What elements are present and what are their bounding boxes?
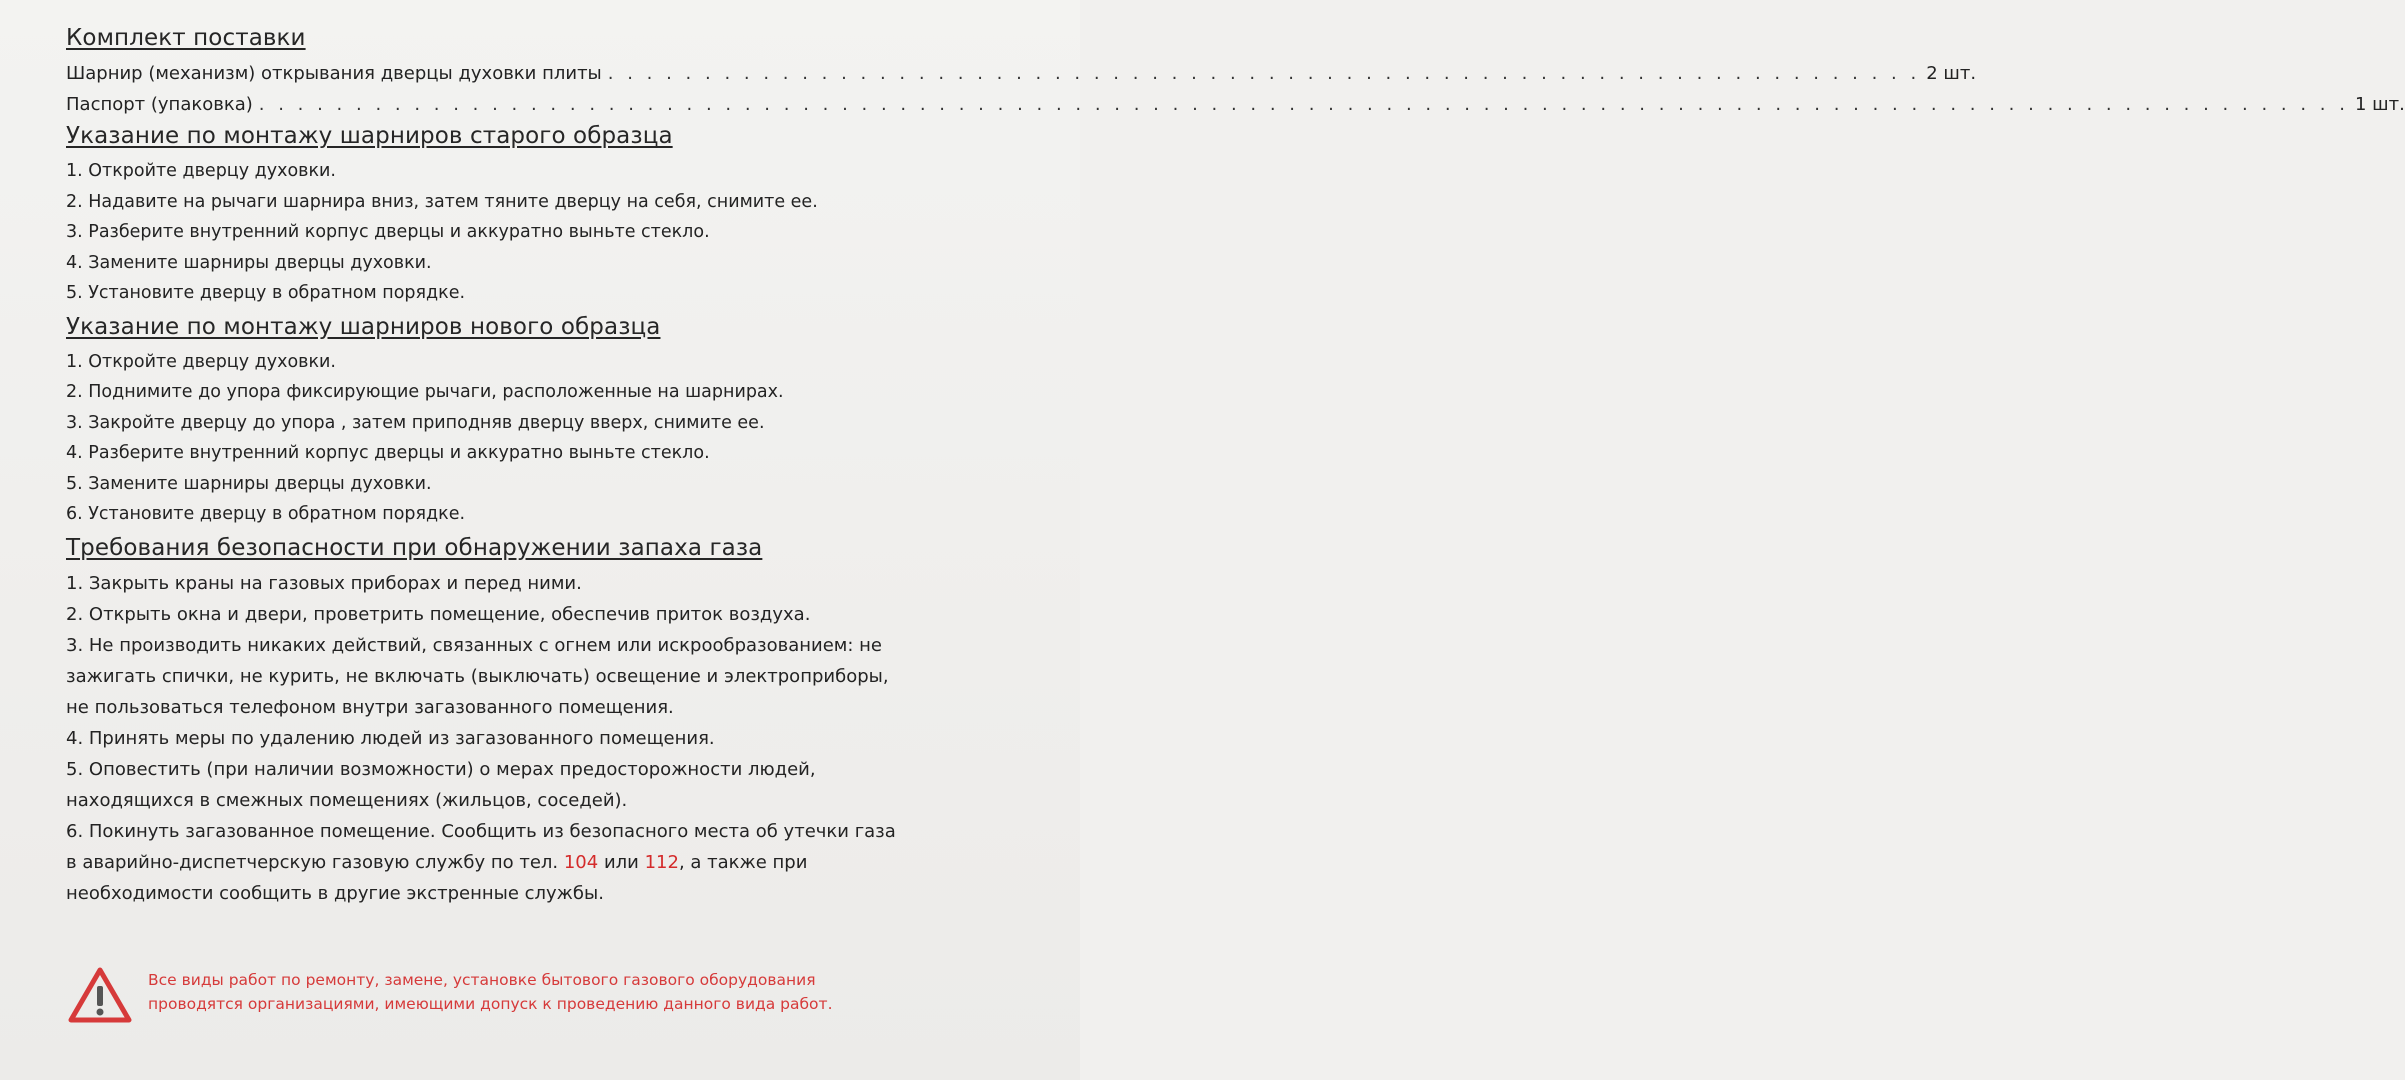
- text-line: 1. Закрыть краны на газовых приборах и перед ними.: [66, 572, 582, 594]
- old-type-section: [62, 122, 1062, 309]
- sheet-content: [62, 22, 2405, 913]
- text-line: находящихся в смежных помещениях (жильцов, соседей).: [66, 789, 628, 811]
- warning-text: [148, 968, 833, 1016]
- list-item: 5. Замените шарниры дверцы духовки.: [66, 473, 432, 494]
- list-item: 4. Замените шарниры дверцы духовки.: [66, 252, 432, 273]
- list-item: 5. Установите дверцу в обратном порядке.: [66, 283, 466, 303]
- list-item: 2. Поднимите до упора фиксирующие рычаги, расположенные на шарнирах.: [66, 382, 784, 402]
- text-line: необходимости сообщить в другие экстренные службы.: [66, 882, 604, 904]
- gas-safety-heading: Требования безопасности при обнаружении запаха газа: [66, 534, 763, 561]
- text-line: 3. Не производить никаких действий, связанных с огнем или искрообразованием: не: [66, 634, 883, 656]
- text-line: не пользоваться телефоном внутри загазованного помещения.: [66, 696, 674, 718]
- warning-line: проводятся организациями, имеющими допуск к проведению данного вида работ.: [148, 995, 833, 1013]
- kit-item-qty: 2 шт.: [1926, 63, 1977, 84]
- warning-notice: [68, 962, 1058, 1032]
- text-fragment: в аварийно-диспетчерскую газовую службу по тел.: [66, 851, 564, 873]
- list-item: 3. Разберите внутренний корпус дверцы и аккуратно выньте стекло.: [66, 222, 710, 242]
- kit-heading: Комплект поставки: [66, 25, 306, 51]
- gas-safety-section: [62, 534, 1062, 909]
- list-item: 6. Установите дверцу в обратном порядке.: [66, 504, 466, 524]
- text-line: 2. Открыть окна и двери, проветрить помещение, обеспечив приток воздуха.: [66, 603, 811, 625]
- new-type-section: [62, 313, 1062, 530]
- text-line: 4. Принять меры по удалению людей из загазованного помещения.: [66, 727, 715, 749]
- list-item: 3. Закройте дверцу до упора , затем приподняв дверцу вверх, снимите ее.: [66, 412, 765, 433]
- text-line: зажигать спички, не курить, не включать (выключать) освещение и электроприборы,: [66, 665, 889, 687]
- warning-line: Все виды работ по ремонту, замене, установке бытового газового оборудования: [148, 971, 816, 989]
- dot-leader: . . . . . . . . . . . . . . . . . . . . . . . . . . . . . . . . . . . . . . . . . . . . . . . . . . . . . . . . . . . . . . . . . . . . . . . . . . . . . . . . . . . . . . . . . . . . . . . . . . . . . . . . . . . .: [258, 94, 2349, 115]
- list-item: 2. Надавите на рычаги шарнира вниз, затем тяните дверцу на себя, снимите ее.: [66, 191, 818, 212]
- new-type-heading: Указание по монтажу шарниров нового образца: [66, 313, 661, 340]
- emergency-number: 112: [644, 851, 679, 873]
- warning-triangle-icon: [68, 966, 132, 1024]
- text-line: 6. Покинуть загазованное помещение. Сообщить из безопасного места об утечки газа: [66, 820, 896, 842]
- text-fragment: или: [598, 851, 645, 873]
- kit-item: [62, 89, 2405, 120]
- kit-section: [62, 24, 2405, 120]
- text-fragment: , а также при: [678, 851, 808, 873]
- kit-item: [62, 58, 1977, 89]
- list-item: 4. Разберите внутренний корпус дверцы и аккуратно выньте стекло.: [66, 443, 710, 463]
- emergency-phone-line: [62, 847, 1062, 878]
- kit-item-qty: 1 шт.: [2354, 94, 2405, 115]
- text-line: 5. Оповестить (при наличии возможности) о мерах предосторожности людей,: [66, 758, 816, 780]
- emergency-number: 104: [563, 851, 599, 873]
- old-type-heading: Указание по монтажу шарниров старого образца: [66, 123, 673, 149]
- list-item: 1. Откройте дверцу духовки.: [66, 351, 336, 372]
- kit-item-name: Паспорт (упаковка): [66, 94, 253, 115]
- kit-item-name: Шарнир (механизм) открывания дверцы духовки плиты: [66, 63, 602, 84]
- dot-leader: . . . . . . . . . . . . . . . . . . . . . . . . . . . . . . . . . . . . . . . . . . . . . . . . . . . . . . . . . . . . . . . . . . . .: [607, 63, 1921, 84]
- list-item: 1. Откройте дверцу духовки.: [66, 161, 336, 181]
